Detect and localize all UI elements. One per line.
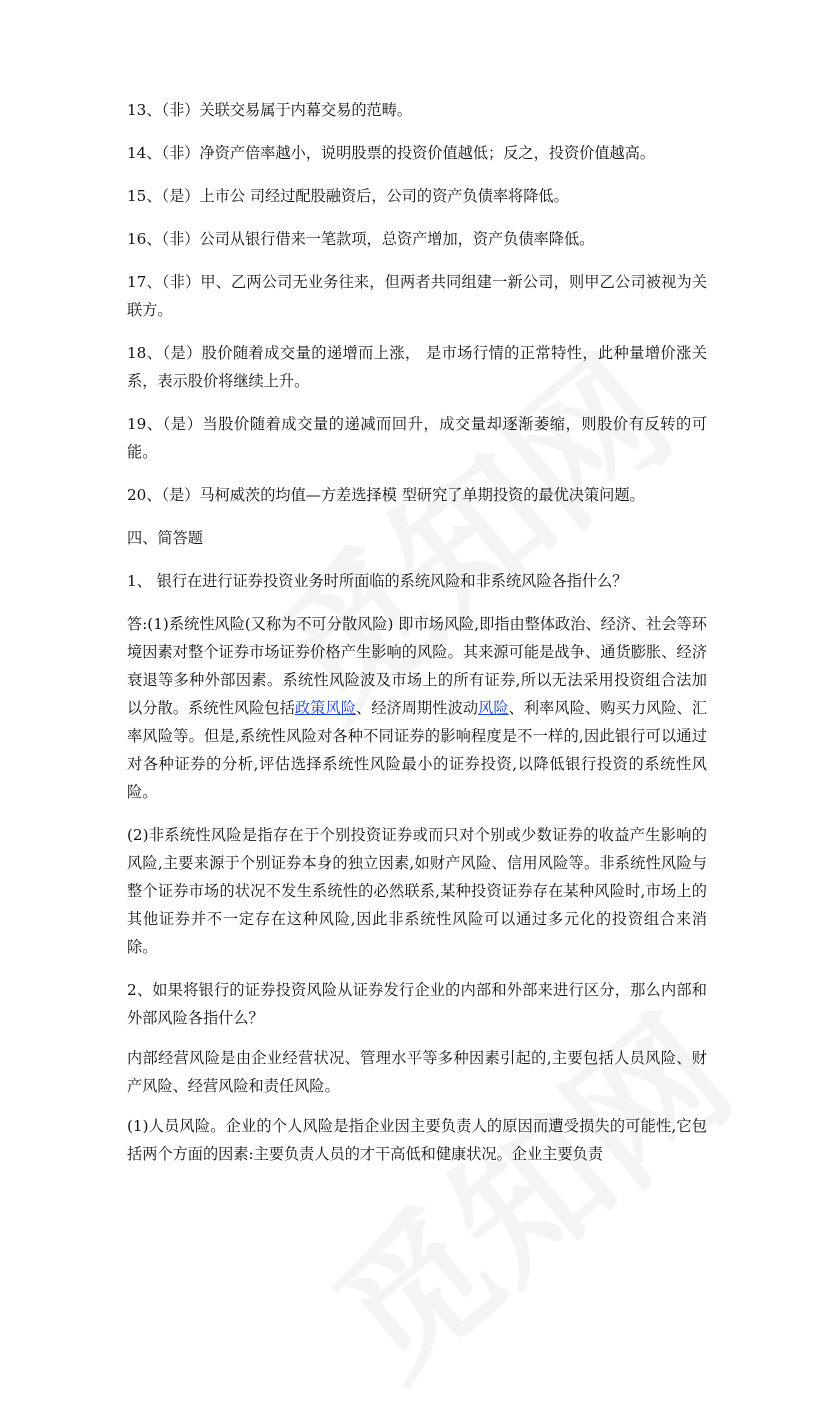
judgment-16: 16、（非）公司从银行借来一笔款项，总资产增加，资产负债率降低。: [127, 230, 595, 248]
judgment-14: 14、（非）净资产倍率越小，说明股票的投资价值越低；反之，投资价值越高。: [127, 144, 656, 162]
judgment-19: 19、（是）当股价随着成交量的递减而回升，成交量却逐渐萎缩，则股价有反转的可能。: [127, 415, 708, 461]
judgment-13: 13、（非）关联交易属于内幕交易的范畴。: [127, 101, 413, 119]
answer-2-intro: 内部经营风险是由企业经营状况、管理水平等多种因素引起的,主要包括人员风险、财产风险、经营风险和责任风险。: [127, 1049, 707, 1095]
answer-2-personnel-risk: (1)人员风险。企业的个人风险是指企业因主要负责人的原因而遭受损失的可能性,它包括两个方面的因素:主要负责人员的才干高低和健康状况。企业主要负责: [127, 1117, 707, 1163]
judgment-17: 17、（非）甲、乙两公司无业务往来，但两者共同组建一新公司，则甲乙公司被视为关联方。: [127, 273, 708, 319]
judgment-20: 20、（是）马柯威茨的均值—方差选择模 型研究了单期投资的最优决策问题。: [127, 486, 645, 504]
judgment-18: 18、（是）股价随着成交量的递增而上涨， 是市场行情的正常特性，此种量增价涨关系，表示股价将继续上升。: [127, 344, 708, 390]
judgment-15: 15、（是）上市公 司经过配股融资后，公司的资产负债率将降低。: [127, 187, 569, 205]
question-2: 2、如果将银行的证券投资风险从证券发行企业的内部和外部来进行区分，那么内部和外部风险各指什么？: [127, 981, 707, 1027]
document-page: [127, 96, 707, 1168]
answer-1-part-2: (2)非系统性风险是指存在于个别投资证券或而只对个别或少数证券的收益产生影响的风险,主要来源于个别证券本身的独立因素,如财产风险、信用风险等。非系统性风险与整个证券市场的状况不发生系统性的必然联系,某种投资证券存在某种风险时,市场上的其他证券并不一定存在这种风险,因此非系统性风险可以通过多元化的投资组合来消除。: [127, 826, 707, 956]
policy-risk-link[interactable]: 政策风险: [294, 699, 356, 717]
answer-1-part-1: 答:(1)系统性风险(又称为不可分散风险) 即市场风险,即指由整体政治、经济、社会等环境因素对整个证券市场证券价格产生影响的风险。其来源可能是战争、通货膨胀、经济衰退等多种外部因素。系统性风险波及市场上的所有证券,所以无法采用投资组合法加以分散。系统性风险包括政策风险、经济周期性波动风险、利率风险、购买力风险、汇率风险等。但是,系统性风险对各种不同证券的影响程度是不一样的,因此银行可以通过对各种证券的分析,评估选择系统性风险最小的证券投资,以降低银行投资的系统性风险。: [127, 615, 708, 801]
section-title: 四、简答题: [127, 529, 203, 547]
question-1: 1、 银行在进行证券投资业务时所面临的系统风险和非系统风险各指什么？: [127, 572, 628, 590]
risk-link[interactable]: 风险: [478, 699, 509, 717]
